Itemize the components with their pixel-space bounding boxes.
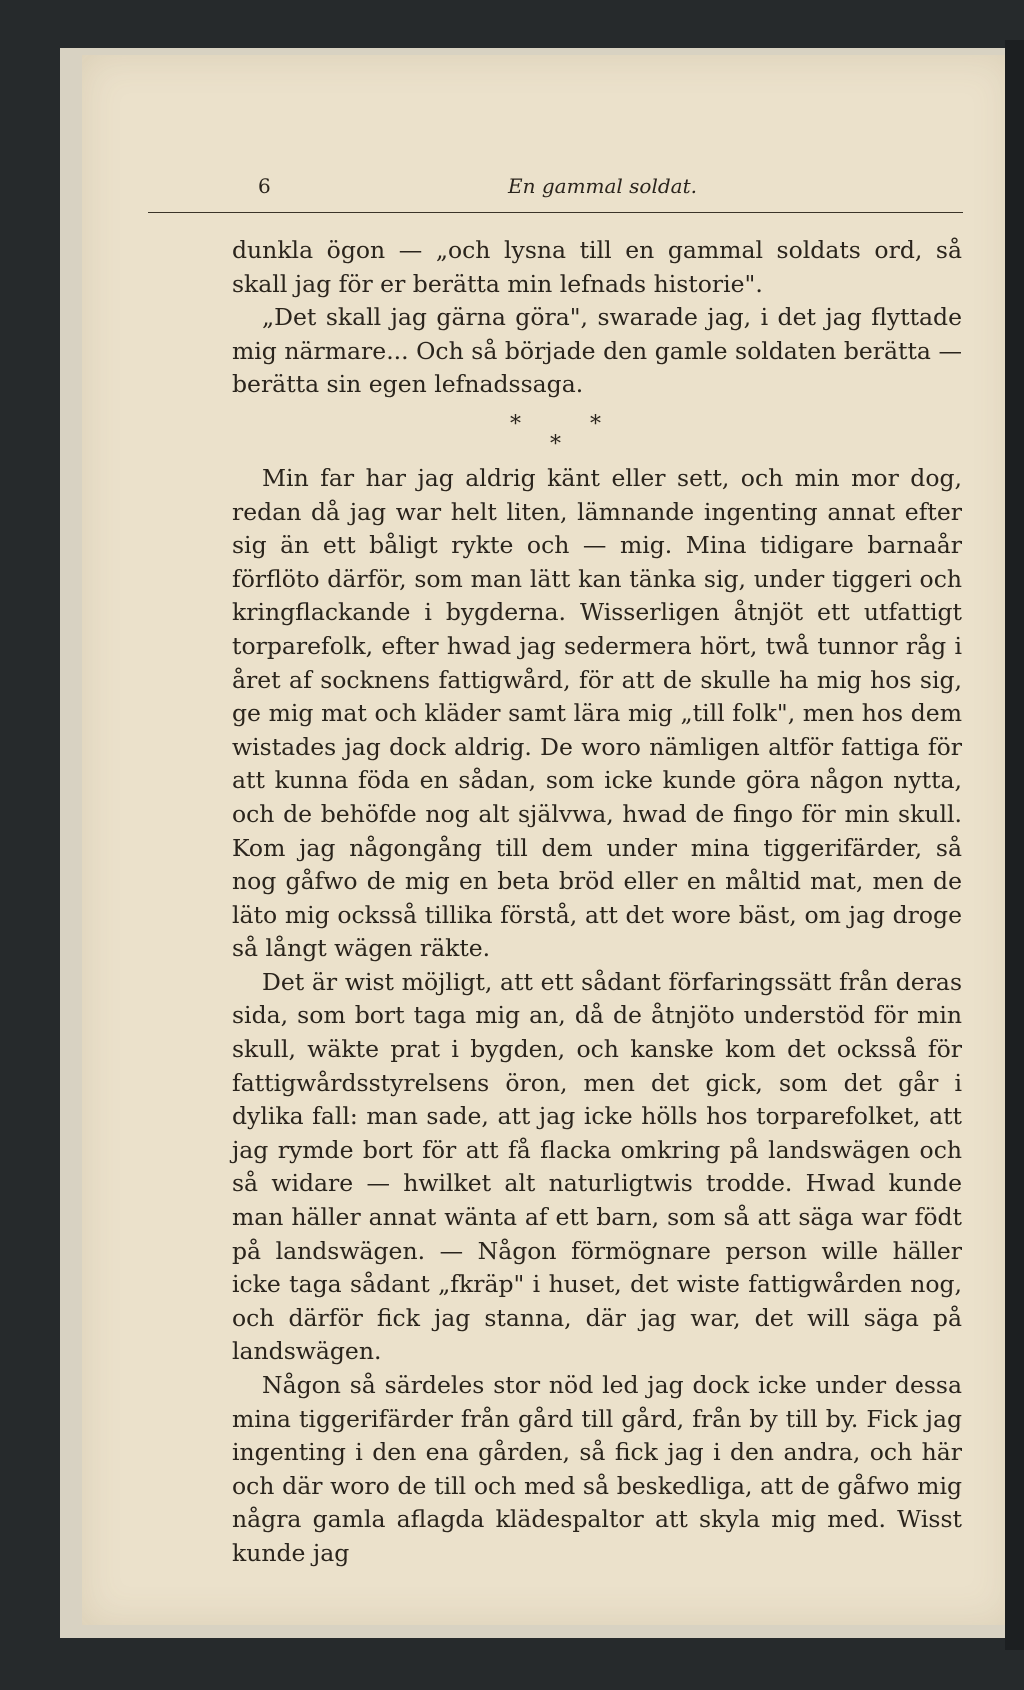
paragraph: Min far har jag aldrig känt eller sett, och min mor dog, redan då jag war helt liten, lämnande ingenting annat efter sig än ett båligt rykte och — mig. Mina tidigare barnaår förflöto därför, som man lätt kan tänka sig, under tiggeri och kringflackande i bygderna. Wisserligen åtnjöt ett utfattigt torparefolk, efter hwad jag sedermera hört, twå tunnor råg i året af socknens fattigwård, för att de skulle ha mig hos sig, ge mig mat och kläder samt lära mig „till folk", men hos dem wistades jag dock aldrig. De woro nämligen altför fattiga för att kunna föda en sådan, som icke kunde göra någon nytta, och de behöfde nog alt självwa, hwad de fingo för min skull. Kom jag någongång till dem under mina tiggerifärder, så nog gåfwo de mig en beta bröd eller en måltid mat, men de läto mig ocksså tillika förstå, att det wore bäst, om jag droge så långt wägen räkte. bbox=[232, 463, 962, 963]
page-number: 6 bbox=[258, 174, 271, 198]
paragraph: Någon så särdeles stor nöd led jag dock icke under dessa mina tiggerifärder från gård till gård, från by till by. Fick jag ingenting i den ena gården, så fick jag i den andra, och här och där woro de till och med så beskedliga, att de gåfwo mig några gamla aflagda klädespaltor att skyla mig med. Wisst kunde jag bbox=[232, 1371, 962, 1567]
separator-star: * bbox=[590, 411, 601, 437]
paragraph: dunkla ögon — „och lysna till en gammal soldats ord, så skall jag för er berätta min lefnads historie". bbox=[232, 236, 962, 298]
separator-star: * bbox=[550, 431, 561, 457]
paragraph: Det är wist möjligt, att ett sådant förfaringssätt från deras sida, som bort taga mig an, då de åtnjöto understöd för min skull, wäkte prat i bygden, och kanske kom det ocksså för fattigwårdsstyrelsens öron, men det gick, som det går i dylika fall: man sade, att jag icke hölls hos torparefolket, att jag rymde bort för att få flacka omkring på landswägen och så widare — hwilket alt naturligtwis trodde. Hwad kunde man häller annat wänta af ett barn, som så att säga war födt på landswägen. — Någon förmögnare person wille häller icke taga sådant „fkräp" i huset, det wiste fattigwården nog, och därför fick jag stanna, där jag war, det will säga på landswägen. bbox=[232, 967, 962, 1366]
paragraph: „Det skall jag gärna göra", swarade jag, i det jag flyttade mig närmare... Och så började den gamle soldaten berätta — berätta sin egen lefnadssaga. bbox=[232, 303, 962, 399]
section-separator bbox=[232, 402, 962, 462]
page-header bbox=[148, 172, 963, 213]
body-text bbox=[232, 234, 962, 1571]
running-title: En gammal soldat. bbox=[508, 174, 697, 198]
binding-edge bbox=[1005, 40, 1024, 1650]
separator-star: * bbox=[510, 411, 521, 437]
